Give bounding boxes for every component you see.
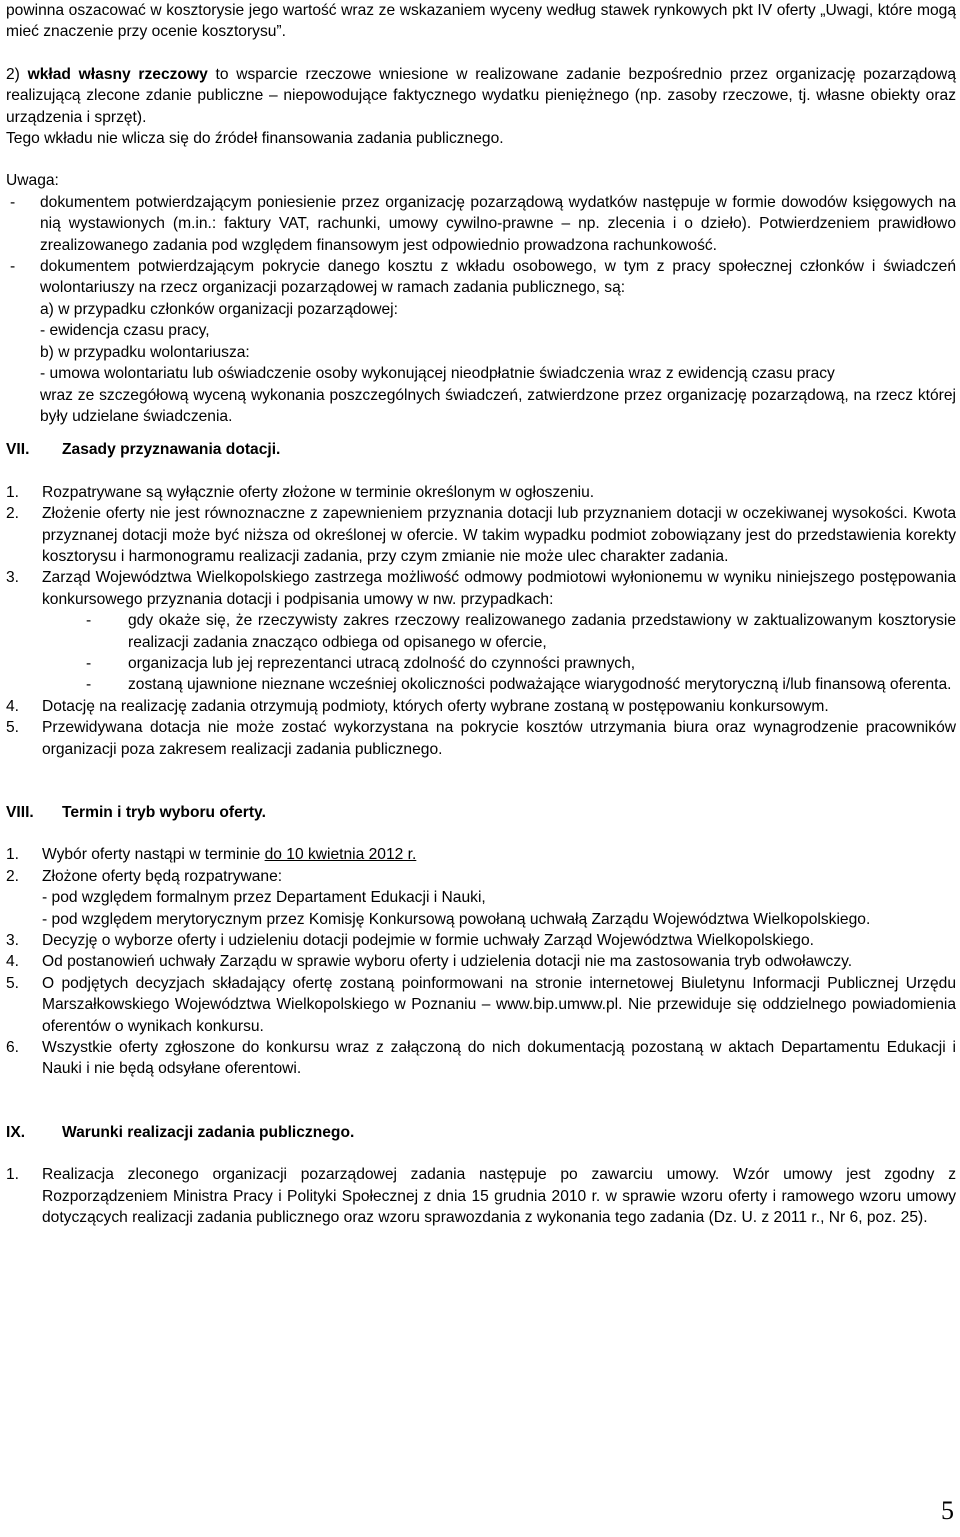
own-contribution-term: wkład własny rzeczowy (27, 65, 208, 83)
sub-list-item: - pod względem merytorycznym przez Komisję Konkursową powołaną uchwałą Zarządu Województwa Wielkopolskiego. (42, 910, 871, 928)
sub-list-item: - gdy okaże się, że rzeczywisty zakres rzeczowy realizowanego zadania przedstawiony w zaktualizowanym kosztorysie realizacji zadania znacząco odbiega od opisanego w ofercie, (86, 612, 956, 651)
deadline-date: do 10 kwietnia 2012 r. (264, 846, 417, 864)
list-item: 2. Złożenie oferty nie jest równoznaczne z zapewnieniem przyznania dotacji lub przyznaniem dotacji w oczekiwanej wysokości. Kwota przyznanej dotacji może być niższa od określonej w ofercie. W takim wypadku podmiot zobowiązany jest do przedstawienia korekty kosztorysu i harmonogramu realizacji zadania, przy czym zmianie nie może ulec charakter zadania. (6, 505, 956, 565)
list-item: 5. O podjętych decyzjach składający ofertę zostaną poinformowani na stronie internetowej Biuletynu Informacji Publicznej Urzędu Marszałkowskiego Województwa Wielkopolskiego w Poznaniu – www.bip.umww.pl. Nie przewiduje się oddzielnego powiadomienia oferentów o wynikach konkursu. (6, 974, 956, 1035)
sub-list-item: - organizacja lub jej reprezentanci utracą zdolność do czynności prawnych, (86, 654, 636, 672)
list-item: 4. Od postanowień uchwały Zarządu w sprawie wyboru oferty i udzielenia dotacji nie ma zastosowania tryb odwoławczy. (6, 953, 853, 971)
list-item: 4. Dotację na realizację zadania otrzymują podmioty, których oferty wybrane zostaną w postępowaniu konkursowym. (6, 697, 829, 715)
list-item: 1. Realizacja zleconego organizacji pozarządowej zadania następuje po zawarciu umowy. Wzór umowy jest zgodny z Rozporządzeniem Ministra Pracy i Polityki Społecznej z dnia 15 grudnia 2010 r. w sprawie wzoru oferty i ramowego wzoru umowy dotyczących realizacji zadania publicznego oraz wzoru sprawozdania z wykonania tego zadania (Dz. U. z 2011 r., Nr 6, poz. 25). (6, 1166, 956, 1227)
note-item: - dokumentem potwierdzającym poniesienie przez organizację pozarządową wydatków następuje w formie dowodów księgowych na nią wystawionych (m.in.: faktury VAT, rachunki, umowy cywilno-prawne – np. zlecenia i o dzieło). Potwierdzeniem prawidłowo zrealizowanego zadania pod względem finansowym jest odpowiednio prowadzona rachunkowość. (10, 193, 956, 254)
note-subitem: a) w przypadku członków organizacji pozarządowej: (40, 300, 398, 318)
own-contribution-paragraph: 2) wkład własny rzeczowy to wsparcie rzeczowe wniesione w realizowane zadanie bezpośrednio przez organizację pozarządową realizującą zlecone zdanie publiczne – niepowodujące faktycznego wydatku pieniężnego (np. zasoby rzeczowe, tj. własne obiekty oraz urządzenia i sprzęt). (6, 65, 956, 126)
note-subitem: b) w przypadku wolontariusza: (40, 343, 250, 361)
sub-list-item: - zostaną ujawnione nieznane wcześniej okoliczności podważające wiarygodność merytoryczną i/lub finansową oferenta. (86, 676, 952, 694)
document-page (6, 0, 956, 1229)
section-heading: IX. Warunki realizacji zadania publicznego. (6, 1123, 355, 1141)
own-contribution-note: Tego wkładu nie wlicza się do źródeł finansowania zadania publicznego. (6, 130, 504, 148)
note-subitem: wraz ze szczegółową wyceną wykonania poszczególnych świadczeń, zatwierdzone przez organizację pozarządową, na rzecz której były udzielane świadczenia. (40, 386, 956, 425)
note-item: - dokumentem potwierdzającym pokrycie danego kosztu z wkładu osobowego, w tym z pracy społecznej członków i świadczeń wolontariuszy na rzecz organizacji pozarządowej w ramach zadania publicznego, są: (10, 258, 956, 297)
list-item: 1. Rozpatrywane są wyłącznie oferty złożone w terminie określonym w ogłoszeniu. (6, 483, 595, 501)
list-item: 3. Decyzję o wyborze oferty i udzieleniu dotacji podejmie w formie uchwały Zarząd Województwa Wielkopolskiego. (6, 932, 814, 950)
note-subitem: - umowa wolontariatu lub oświadczenie osoby wykonującej nieodpłatnie świadczenia wraz z ewidencją czasu pracy (40, 365, 835, 383)
note-title: Uwaga: (6, 172, 59, 190)
note-subitem: - ewidencja czasu pracy, (40, 322, 210, 340)
list-item: 3. Zarząd Województwa Wielkopolskiego zastrzega możliwość odmowy podmiotowi wyłonionemu w wyniku niniejszego postępowania konkursowego przyznania dotacji i podpisania umowy w nw. przypadkach: (6, 569, 956, 608)
sub-list-item: - pod względem formalnym przez Departament Edukacji i Nauki, (42, 889, 486, 907)
list-item: 6. Wszystkie oferty zgłoszone do konkursu wraz z załączoną do nich dokumentacją pozostaną w aktach Departamentu Edukacji i Nauki i nie będą odsyłane oferentowi. (6, 1039, 956, 1078)
section-heading: VII. Zasady przyznawania dotacji. (6, 441, 281, 459)
section-heading: VIII. Termin i tryb wyboru oferty. (6, 804, 266, 821)
page-number: 5 (941, 1496, 954, 1525)
list-item: 5. Przewidywana dotacja nie może zostać wykorzystana na pokrycie kosztów utrzymania biura oraz wynagrodzenie pracowników organizacji poza zakresem realizacji zadania publicznego. (6, 719, 956, 758)
list-item: 1. Wybór oferty nastąpi w terminie do 10 kwietnia 2012 r. (6, 846, 417, 864)
list-item: 2. Złożone oferty będą rozpatrywane: (6, 867, 283, 885)
intro-paragraph: powinna oszacować w kosztorysie jego wartość wraz ze wskazaniem wyceny według stawek rynkowych pkt IV oferty „Uwagi, które mogą mieć znaczenie przy ocenie kosztorysu”. (6, 2, 956, 41)
